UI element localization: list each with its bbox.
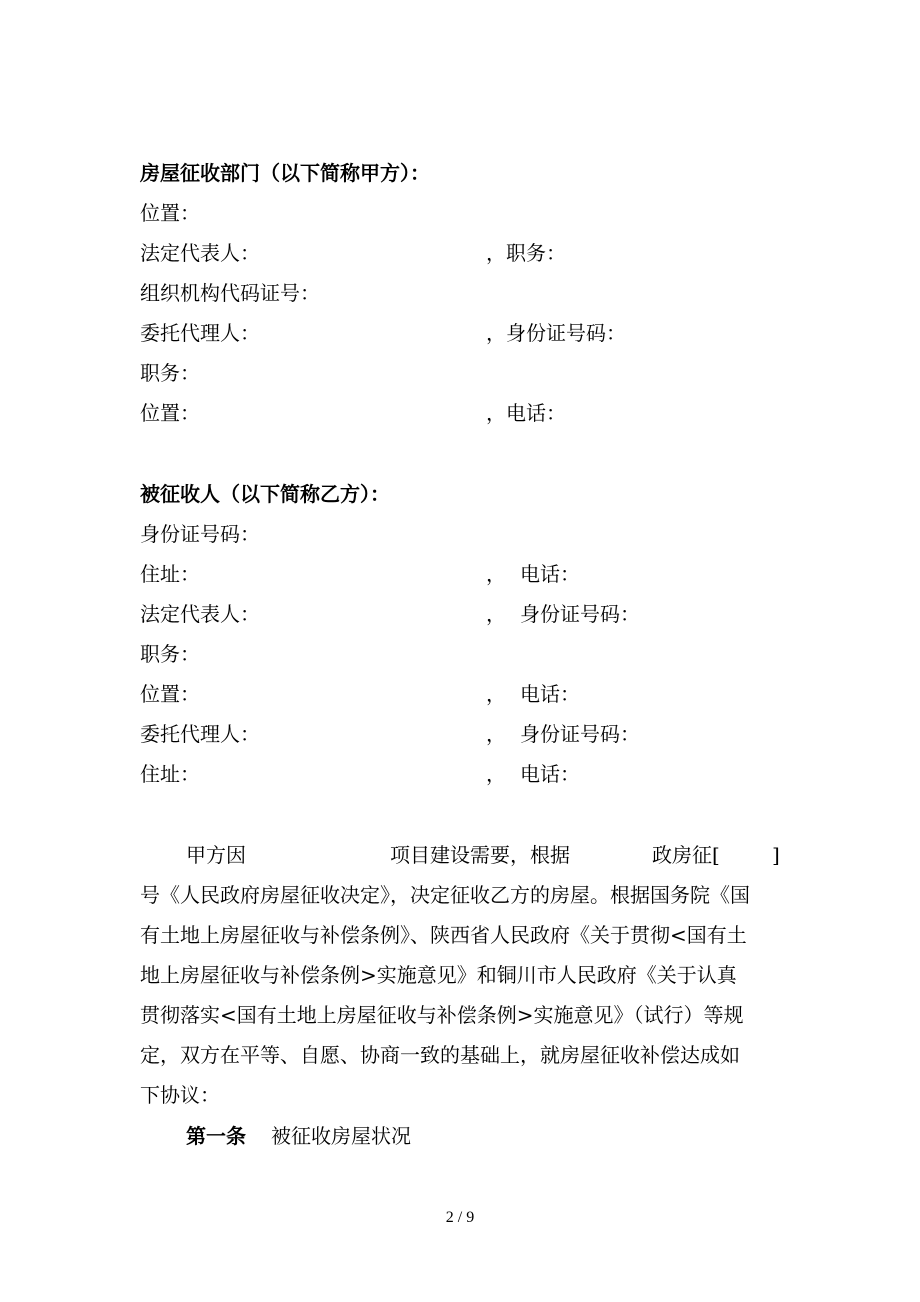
party-b-address-label: 住址：: [140, 562, 200, 586]
party-a-heading: 房屋征收部门（以下简称甲方）：: [140, 161, 430, 185]
party-b-legal-rep-label: 法定代表人：: [140, 602, 260, 626]
party-a-duty-label: 职务：: [140, 361, 200, 385]
body-line-3: 有土地上房屋征收与补偿条例》、陕西省人民政府《关于贯彻<国有土: [140, 923, 747, 947]
body-line-7: 下协议：: [140, 1083, 220, 1107]
body-line-6: 定，双方在平等、自愿、协商一致的基础上，就房屋征收补偿达成如: [140, 1043, 740, 1067]
party-b-comma: ，: [486, 722, 506, 746]
body-first-c: 政房征[: [652, 843, 720, 867]
party-a-agent-label: 委托代理人：: [140, 321, 260, 345]
party-b-phone-label: 电话：: [520, 562, 580, 586]
party-b-id-label: 身份证号码：: [520, 602, 640, 626]
party-b-comma: ，: [486, 602, 506, 626]
party-a-location2-label: 位置：: [140, 401, 200, 425]
body-first-d: ]: [772, 843, 780, 867]
party-b-location-label: 位置：: [140, 682, 200, 706]
party-a-id-label: ，身份证号码：: [486, 321, 626, 345]
party-b-id-label: 身份证号码：: [520, 722, 640, 746]
body-first-b: 项目建设需要，根据: [390, 843, 570, 867]
body-line-5: 贯彻落实<国有土地上房屋征收与补偿条例>实施意见》（试行）等规: [140, 1003, 744, 1027]
party-a-legal-rep-label: 法定代表人：: [140, 241, 260, 265]
body-line-4: 地上房屋征收与补偿条例>实施意见》和铜川市人民政府《关于认真: [140, 963, 737, 987]
article-1-number: 第一条: [186, 1124, 246, 1148]
party-b-comma: ，: [486, 562, 506, 586]
body-first-a: 甲方因: [186, 843, 246, 867]
party-a-position-label: ，职务：: [486, 241, 566, 265]
party-b-phone-label: 电话：: [520, 762, 580, 786]
party-b-heading: 被征收人（以下简称乙方）：: [140, 482, 390, 506]
party-b-comma: ，: [486, 682, 506, 706]
party-b-duty-label: 职务：: [140, 642, 200, 666]
party-b-agent-label: 委托代理人：: [140, 722, 260, 746]
party-b-phone-label: 电话：: [520, 682, 580, 706]
party-a-phone-label: ，电话：: [486, 401, 566, 425]
article-1-title: 被征收房屋状况: [271, 1124, 411, 1148]
party-b-id-no-label: 身份证号码：: [140, 522, 260, 546]
party-b-comma: ，: [486, 762, 506, 786]
party-a-location-label: 位置：: [140, 201, 200, 225]
page-number: 2 / 9: [445, 1209, 475, 1226]
party-a-org-code-label: 组织机构代码证号：: [140, 281, 320, 305]
party-b-address2-label: 住址：: [140, 762, 200, 786]
body-line-2: 号《人民政府房屋征收决定》，决定征收乙方的房屋。根据国务院《国: [140, 883, 750, 907]
